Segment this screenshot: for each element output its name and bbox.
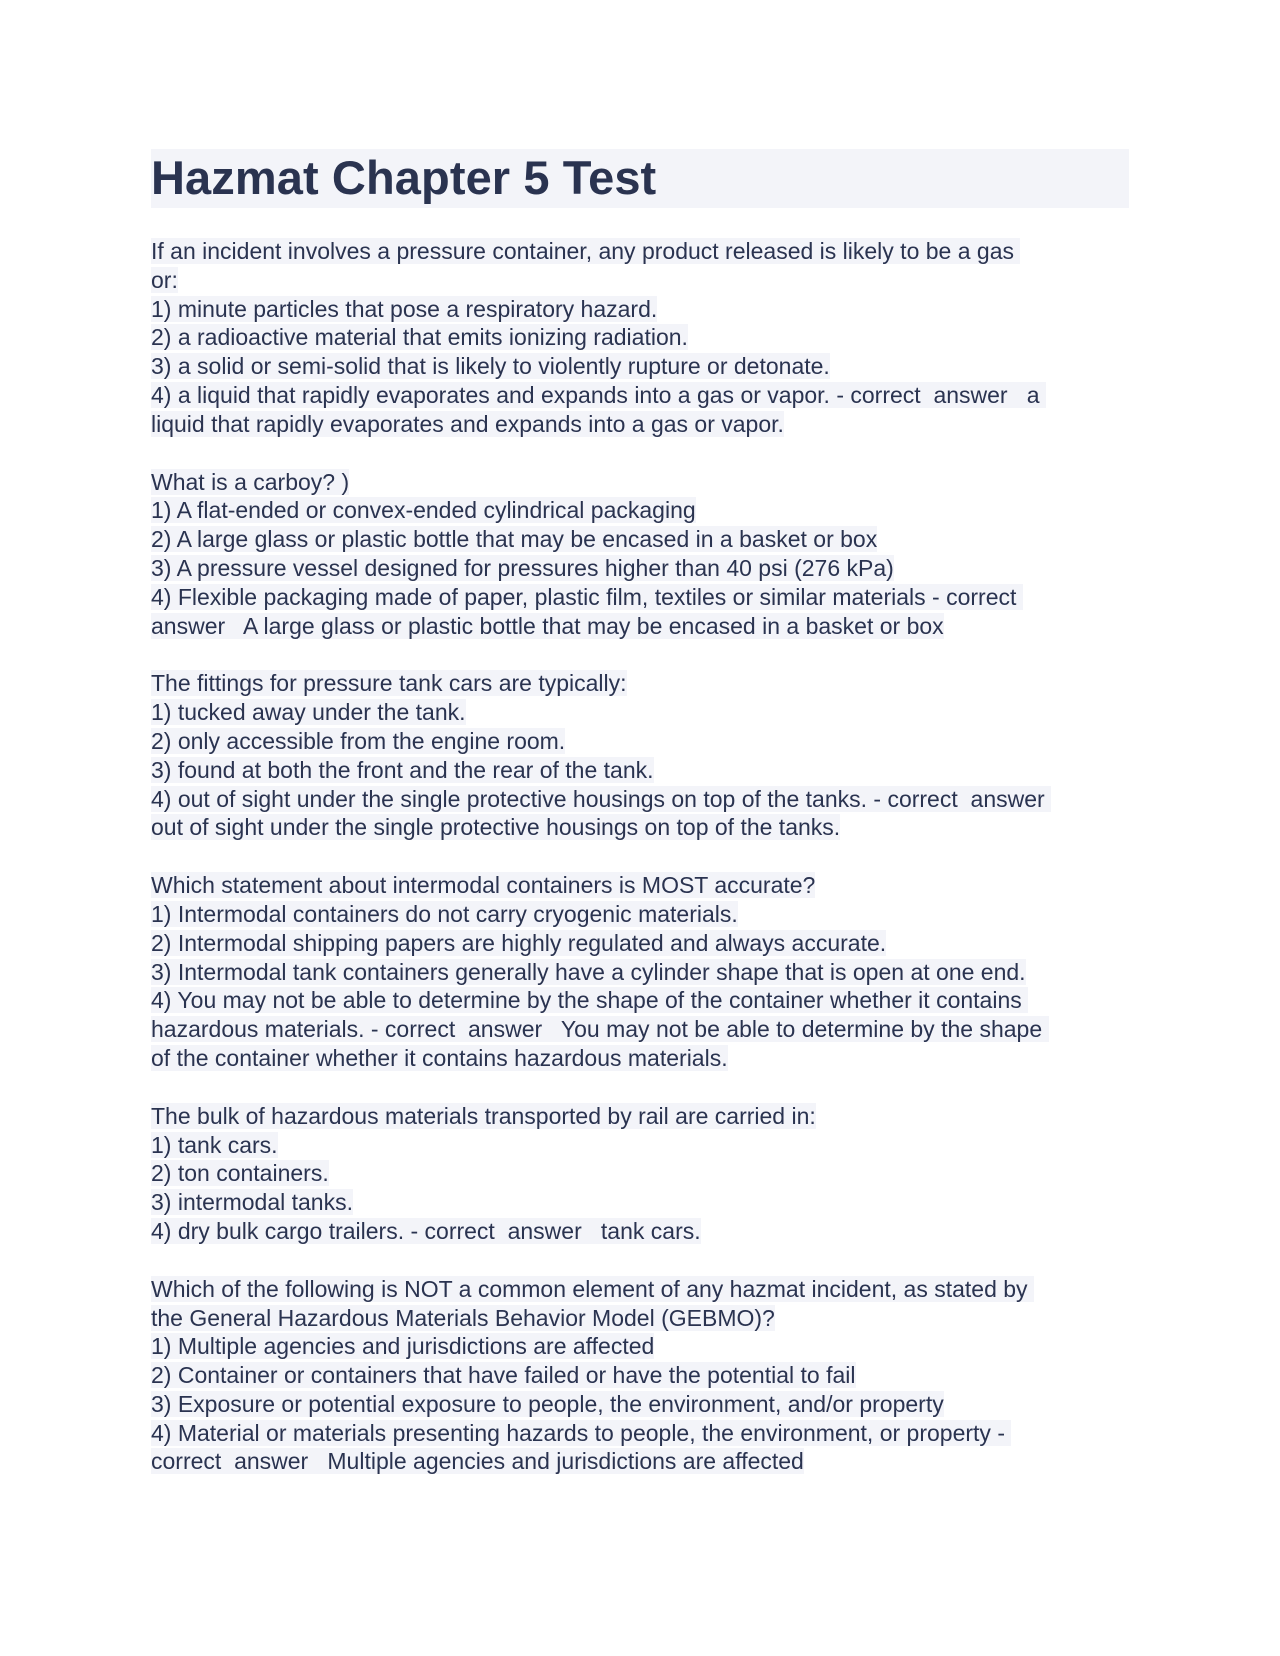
- line-text: 2) Intermodal shipping papers are highly regulated and always accurate.: [151, 929, 887, 956]
- question-line: [151, 266, 1129, 295]
- question-line: [151, 554, 1129, 583]
- question-text: [151, 1275, 1129, 1304]
- question-line: [151, 583, 1129, 612]
- question-line: [151, 785, 1129, 814]
- line-text: 1) Multiple agencies and jurisdictions are affected: [151, 1333, 655, 1360]
- question-list: [151, 237, 1129, 1476]
- line-text: 4) a liquid that rapidly evaporates and expands into a gas or vapor. - correct answer a: [151, 381, 1046, 408]
- line-text: 3) intermodal tanks.: [151, 1189, 353, 1216]
- question-line: [151, 813, 1129, 842]
- question-line: [151, 1332, 1129, 1361]
- question-block: [151, 1102, 1129, 1246]
- line-text: 4) You may not be able to determine by the shape of the container whether it contains: [151, 987, 1029, 1014]
- line-text: Which statement about intermodal containers is MOST accurate?: [151, 872, 816, 899]
- line-text: 3) Exposure or potential exposure to people, the environment, and/or property: [151, 1390, 944, 1417]
- question-line: [151, 756, 1129, 785]
- line-text: 2) Container or containers that have failed or have the potential to fail: [151, 1362, 856, 1389]
- question-line: [151, 900, 1129, 929]
- question-text: [151, 871, 1129, 900]
- line-text: hazardous materials. - correct answer You may not be able to determine by the shape: [151, 1016, 1049, 1043]
- question-line: [151, 1304, 1129, 1333]
- question-line: [151, 352, 1129, 381]
- question-line: [151, 958, 1129, 987]
- question-line: [151, 612, 1129, 641]
- question-line: [151, 986, 1129, 1015]
- line-text: 2) ton containers.: [151, 1160, 329, 1187]
- line-text: What is a carboy? ): [151, 468, 350, 495]
- question-line: [151, 381, 1129, 410]
- line-text: out of sight under the single protective housings on top of the tanks.: [151, 814, 841, 841]
- question-line: [151, 1390, 1129, 1419]
- question-line: [151, 727, 1129, 756]
- question-line: [151, 410, 1129, 439]
- line-text: 3) found at both the front and the rear of the tank.: [151, 756, 654, 783]
- line-text: or:: [151, 266, 178, 293]
- line-text: 2) only accessible from the engine room.: [151, 727, 566, 754]
- question-line: [151, 323, 1129, 352]
- question-line: [151, 1419, 1129, 1448]
- line-text: 1) Intermodal containers do not carry cryogenic materials.: [151, 900, 738, 927]
- line-text: 3) Intermodal tank containers generally have a cylinder shape that is open at one end.: [151, 958, 1026, 985]
- question-line: [151, 929, 1129, 958]
- line-text: 1) tucked away under the tank.: [151, 699, 466, 726]
- line-text: 4) dry bulk cargo trailers. - correct answer tank cars.: [151, 1217, 701, 1244]
- question-line: [151, 1447, 1129, 1476]
- line-text: 4) Material or materials presenting hazards to people, the environment, or property -: [151, 1419, 1012, 1446]
- question-line: [151, 295, 1129, 324]
- question-line: [151, 1188, 1129, 1217]
- line-text: The fittings for pressure tank cars are typically:: [151, 670, 627, 697]
- question-line: [151, 698, 1129, 727]
- question-line: [151, 1159, 1129, 1188]
- line-text: Which of the following is NOT a common element of any hazmat incident, as stated by: [151, 1275, 1034, 1302]
- line-text: of the container whether it contains hazardous materials.: [151, 1044, 728, 1071]
- question-block: [151, 1275, 1129, 1477]
- question-block: [151, 669, 1129, 842]
- line-text: 2) a radioactive material that emits ionizing radiation.: [151, 324, 688, 351]
- question-line: [151, 1217, 1129, 1246]
- line-text: the General Hazardous Materials Behavior Model (GEBMO)?: [151, 1304, 775, 1331]
- line-text: 3) A pressure vessel designed for pressures higher than 40 psi (276 kPa): [151, 554, 894, 581]
- line-text: 1) minute particles that pose a respiratory hazard.: [151, 295, 658, 322]
- line-text: 4) Flexible packaging made of paper, plastic film, textiles or similar materials - correct: [151, 583, 1023, 610]
- line-text: If an incident involves a pressure container, any product released is likely to be a gas: [151, 238, 1021, 264]
- question-block: [151, 871, 1129, 1073]
- line-text: liquid that rapidly evaporates and expands into a gas or vapor.: [151, 410, 784, 437]
- question-block: [151, 237, 1129, 439]
- line-text: 2) A large glass or plastic bottle that may be encased in a basket or box: [151, 526, 878, 553]
- line-text: 3) a solid or semi-solid that is likely to violently rupture or detonate.: [151, 353, 830, 380]
- line-text: 1) A flat-ended or convex-ended cylindrical packaging: [151, 497, 696, 524]
- question-line: [151, 1361, 1129, 1390]
- question-text: [151, 1102, 1129, 1131]
- question-line: [151, 496, 1129, 525]
- question-line: [151, 525, 1129, 554]
- line-text: answer A large glass or plastic bottle that may be encased in a basket or box: [151, 612, 944, 639]
- document-title: Hazmat Chapter 5 Test: [151, 149, 1129, 208]
- question-text: [151, 468, 1129, 497]
- line-text: 1) tank cars.: [151, 1131, 278, 1158]
- question-text: [151, 669, 1129, 698]
- question-line: [151, 1015, 1129, 1044]
- question-text: [151, 237, 1129, 266]
- line-text: 4) out of sight under the single protective housings on top of the tanks. - correct answer: [151, 785, 1052, 812]
- question-line: [151, 1044, 1129, 1073]
- question-line: [151, 1131, 1129, 1160]
- document-page: [151, 149, 1129, 1505]
- question-block: [151, 468, 1129, 641]
- line-text: correct answer Multiple agencies and jurisdictions are affected: [151, 1448, 804, 1475]
- line-text: The bulk of hazardous materials transported by rail are carried in:: [151, 1102, 816, 1129]
